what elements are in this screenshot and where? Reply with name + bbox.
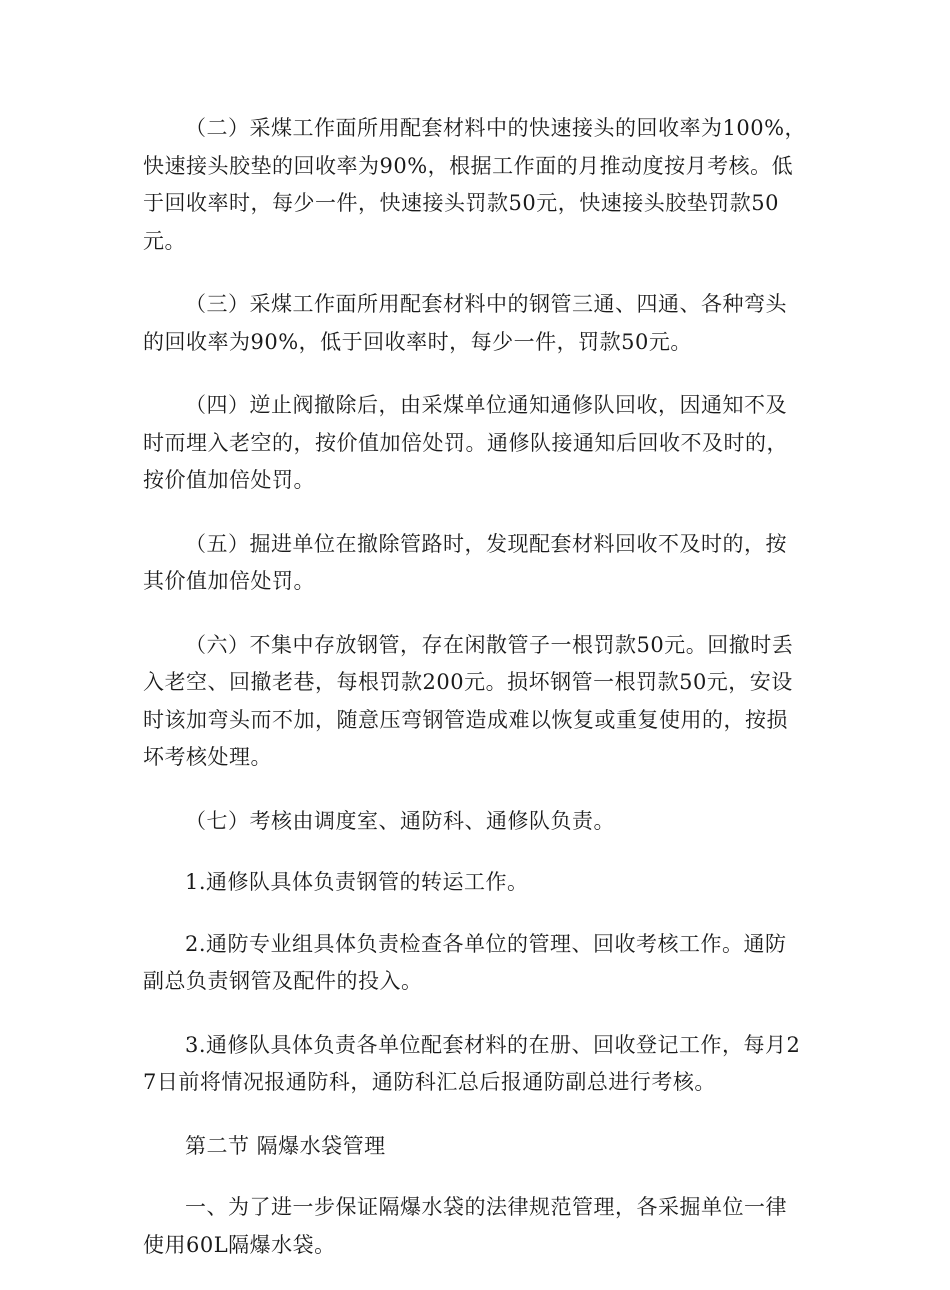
item-3-registration: 3.通修队具体负责各单位配套材料的在册、回收登记工作，每月27日前将情况报通防科，通防科汇总后报通防副总进行考核。	[143, 1032, 801, 1094]
paragraph-4-check-valve: （四）逆止阀撤除后，由采煤单位通知通修队回收，因通知不及时而埋入老空的，按价值加倍处罚。通修队接通知后回收不及时的，按价值加倍处罚。	[143, 393, 788, 492]
paragraph-2-recovery-rate: （二）采煤工作面所用配套材料中的快速接头的回收率为100%，快速接头胶垫的回收率为90%，根据工作面的月推动度按月考核。低于回收率时，每少一件，快速接头罚款50元，快速接头胶垫罚款50元。	[143, 116, 807, 253]
paragraph-3-steel-pipe-fittings: （三）采煤工作面所用配套材料中的钢管三通、四通、各种弯头的回收率为90%，低于回收率时，每少一件，罚款50元。	[143, 292, 787, 354]
paragraph-water-bag: 一、为了进一步保证隔爆水袋的法律规范管理，各采掘单位一律使用60L隔爆水袋。	[143, 1195, 787, 1257]
paragraph-7-assessment: （七）考核由调度室、通防科、通修队负责。	[185, 808, 615, 833]
section-heading: 第二节 隔爆水袋管理	[185, 1133, 386, 1158]
item-1-transfer: 1.通修队具体负责钢管的转运工作。	[185, 870, 529, 894]
item-2-inspection: 2.通防专业组具体负责检查各单位的管理、回收考核工作。通防副总负责钢管及配件的投入。	[143, 931, 787, 993]
document-page	[143, 110, 808, 1290]
paragraph-6-pipe-storage: （六）不集中存放钢管，存在闲散管子一根罚款50元。回撤时丢入老空、回撤老巷，每根罚款200元。损坏钢管一根罚款50元，安设时该加弯头而不加，随意压弯钢管造成难以恢复或重复使用的，按损坏考核处理。	[143, 632, 794, 769]
paragraph-5-excavation: （五）掘进单位在撤除管路时，发现配套材料回收不及时的，按其价值加倍处罚。	[143, 531, 787, 593]
